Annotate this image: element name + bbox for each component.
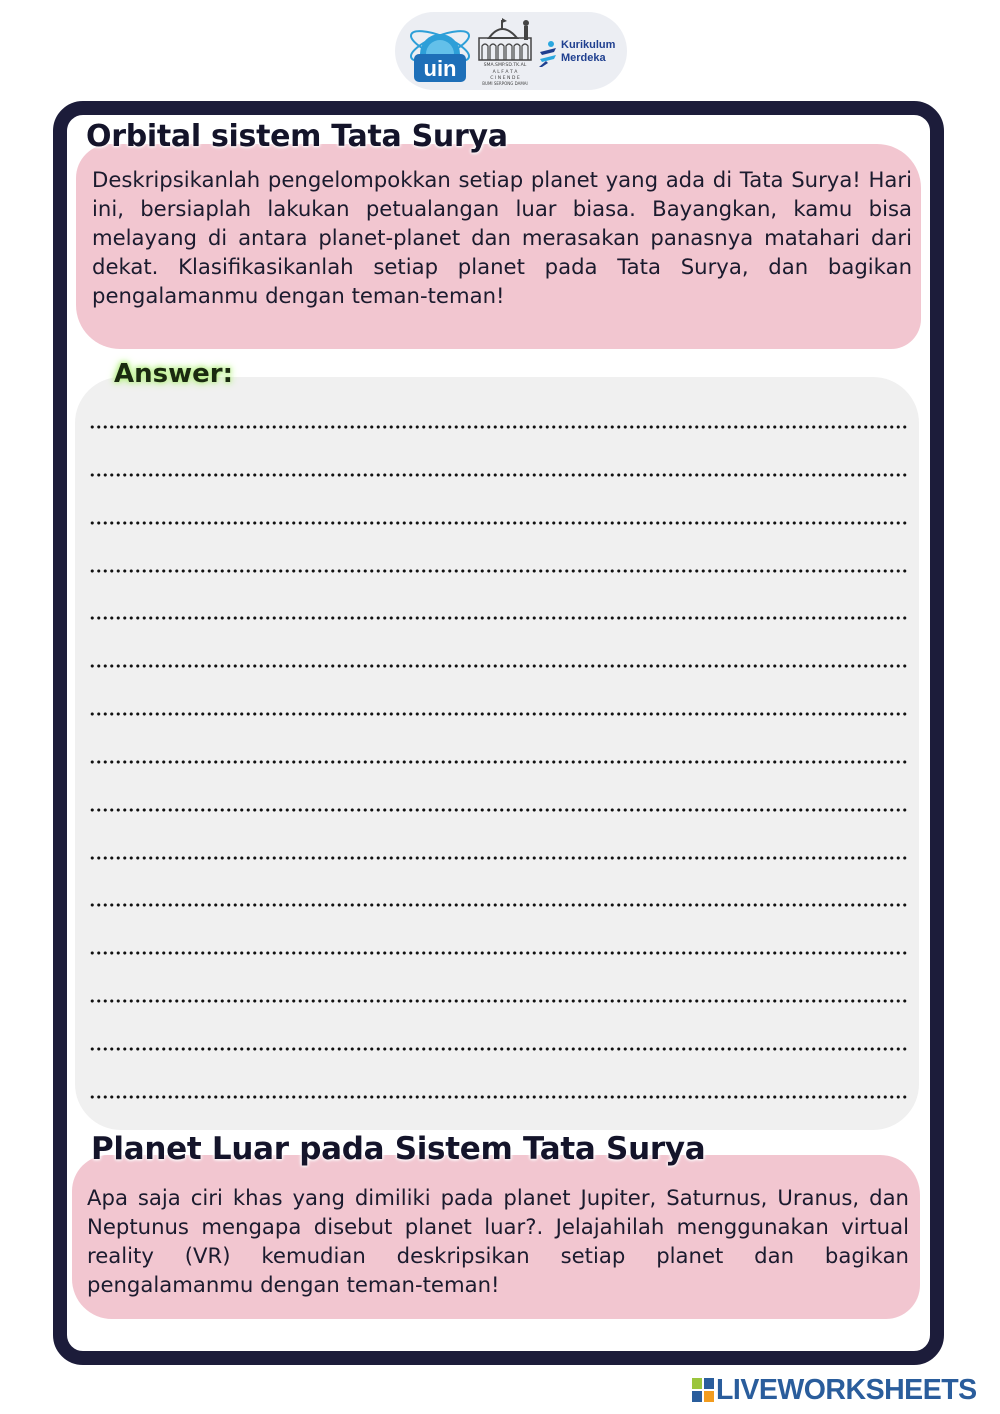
answer-dotted-line[interactable] [89, 951, 907, 955]
liveworksheets-wordmark [716, 1374, 977, 1406]
answer-dotted-line[interactable] [89, 999, 907, 1003]
kurikulum-merdeka-mark-icon [537, 40, 559, 68]
uin-logo-icon [407, 16, 473, 86]
answer-dotted-line[interactable] [89, 616, 907, 620]
merdeka-text: Merdeka [561, 52, 606, 64]
school-logo-line-4: BUMI SERPONG DAMAI [482, 81, 528, 86]
school-logo-line-1: SMA.SMP.SD.TK.AL [483, 63, 527, 68]
answer-dotted-line[interactable] [89, 425, 907, 429]
answer-dotted-line[interactable] [89, 1047, 907, 1051]
answer-dotted-line[interactable] [89, 760, 907, 764]
answer-dotted-line[interactable] [89, 903, 907, 907]
kurikulum-merdeka-logo [537, 38, 625, 70]
answer-label: Answer: [114, 359, 233, 389]
answer-dotted-line[interactable] [89, 808, 907, 812]
liveworksheets-live-text: LIVE [716, 1374, 778, 1406]
section-2-title: Planet Luar pada Sistem Tata Surya [91, 1131, 706, 1167]
answer-dotted-line[interactable] [89, 856, 907, 860]
answer-dotted-line[interactable] [89, 712, 907, 716]
kurikulum-merdeka-text [561, 39, 615, 65]
liveworksheets-mark-icon [692, 1378, 714, 1402]
liveworksheets-logo [692, 1374, 992, 1406]
liveworksheets-worksheets-text: WORKSHEETS [777, 1374, 977, 1406]
answer-dotted-line[interactable] [89, 521, 907, 525]
answer-dotted-line[interactable] [89, 473, 907, 477]
answer-dotted-line[interactable] [89, 569, 907, 573]
section-2-prompt-text: Apa saja ciri khas yang dimiliki pada planet Jupiter, Saturnus, Uranus, dan Neptunus mengapa disebut planet luar?. Jelajahilah menggunakan virtual reality (VR) kemudian deskripsikan setiap planet dan bagikan pengalamanmu dengan teman-teman! [87, 1185, 909, 1297]
section-1-prompt-text: Deskripsikanlah pengelompokkan setiap planet yang ada di Tata Surya! Hari ini, bersiaplah lakukan petualangan luar biasa. Bayangkan, kamu bisa melayang di antara planet-planet dan merasakan panasnya matahari dari dekat. Klasifikasikanlah setiap planet pada Tata Surya, dan bagikan pengalamanmu dengan teman-teman! [92, 167, 912, 308]
section-2-prompt-box [72, 1155, 920, 1319]
school-logo-icon [477, 16, 533, 88]
header-logo-strip [395, 12, 627, 90]
school-logo-line-2: A L F A T A [492, 70, 518, 75]
section-1-title: Orbital sistem Tata Surya [86, 119, 508, 154]
uin-logo-text: uin [423, 56, 457, 81]
school-logo-line-3: C I N E N D E [490, 76, 520, 81]
section-1-prompt-box [76, 144, 921, 349]
answer-area[interactable] [75, 377, 919, 1130]
answer-dotted-line[interactable] [89, 664, 907, 668]
kurikulum-text: Kurikulum [561, 39, 616, 51]
answer-dotted-line[interactable] [89, 1095, 907, 1099]
